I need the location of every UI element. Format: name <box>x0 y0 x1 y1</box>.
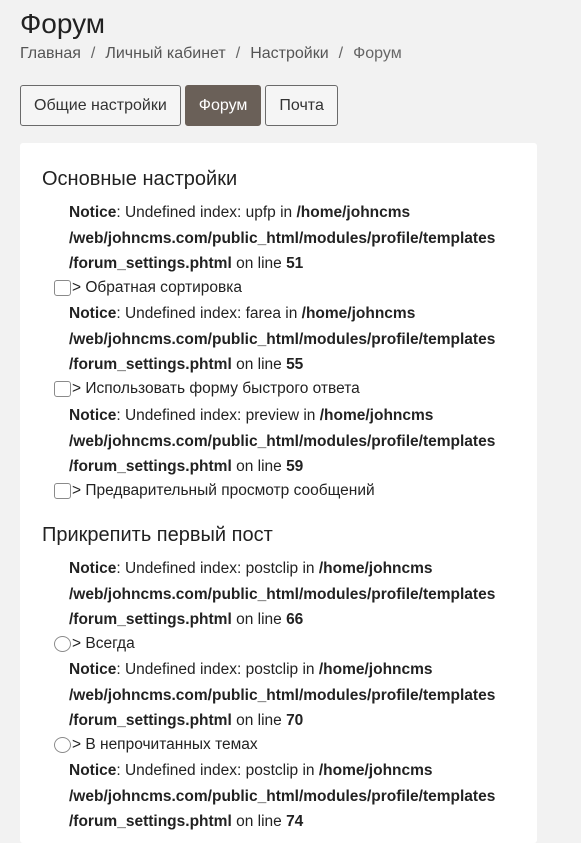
option-label: > Обратная сортировка <box>72 279 242 296</box>
option-pin-unread[interactable] <box>54 735 258 755</box>
option-label: > Предварительный просмотр сообщений <box>72 482 375 499</box>
option-label: > Использовать форму быстрого ответа <box>72 380 360 397</box>
breadcrumb-separator: / <box>235 45 241 62</box>
preview-messages-checkbox[interactable] <box>54 483 71 499</box>
breadcrumb-separator: / <box>338 45 344 62</box>
php-notice: Notice: Undefined index: postclip in /home/johncms /web/johncms.com/public_html/modules/profile/templates /forum_settings.phtml on line 66 <box>69 560 496 628</box>
breadcrumb-current: Форум <box>353 45 402 62</box>
option-preview-messages[interactable] <box>54 481 375 501</box>
breadcrumb-settings-link[interactable]: Настройки <box>250 45 329 62</box>
breadcrumb-home-link[interactable]: Главная <box>20 45 81 62</box>
option-quick-reply[interactable] <box>54 379 360 399</box>
php-notice: Notice: Undefined index: upfp in /home/johncms /web/johncms.com/public_html/modules/profile/templates /forum_settings.phtml on line 51 <box>69 204 496 272</box>
php-notice: Notice: Undefined index: postclip in /home/johncms /web/johncms.com/public_html/modules/profile/templates /forum_settings.phtml on line 74 <box>69 762 496 830</box>
option-label: > Всегда <box>72 635 135 652</box>
tab-general-settings[interactable]: Общие настройки <box>20 85 181 126</box>
php-notice: Notice: Undefined index: preview in /home/johncms /web/johncms.com/public_html/modules/profile/templates /forum_settings.phtml on line 59 <box>69 407 496 475</box>
section-title-pin-first-post: Прикрепить первый пост <box>42 524 273 546</box>
option-label: > В непрочитанных темах <box>72 736 258 753</box>
breadcrumb-cabinet-link[interactable]: Личный кабинет <box>105 45 226 62</box>
option-pin-always[interactable] <box>54 634 135 654</box>
breadcrumb <box>20 44 402 64</box>
page-title: Форум <box>20 8 106 39</box>
php-notice: Notice: Undefined index: postclip in /home/johncms /web/johncms.com/public_html/modules/profile/templates /forum_settings.phtml on line 70 <box>69 661 496 729</box>
option-reverse-sort[interactable] <box>54 278 242 298</box>
settings-tabs <box>20 85 342 126</box>
tab-forum[interactable]: Форум <box>185 85 262 126</box>
tab-mail[interactable]: Почта <box>265 85 337 126</box>
quick-reply-checkbox[interactable] <box>54 381 71 397</box>
settings-card <box>20 143 537 843</box>
breadcrumb-separator: / <box>90 45 96 62</box>
reverse-sort-checkbox[interactable] <box>54 280 71 296</box>
pin-always-radio[interactable] <box>54 636 71 652</box>
pin-unread-radio[interactable] <box>54 737 71 753</box>
section-title-main-settings: Основные настройки <box>42 168 238 190</box>
php-notice: Notice: Undefined index: farea in /home/johncms /web/johncms.com/public_html/modules/profile/templates /forum_settings.phtml on line 55 <box>69 305 496 373</box>
